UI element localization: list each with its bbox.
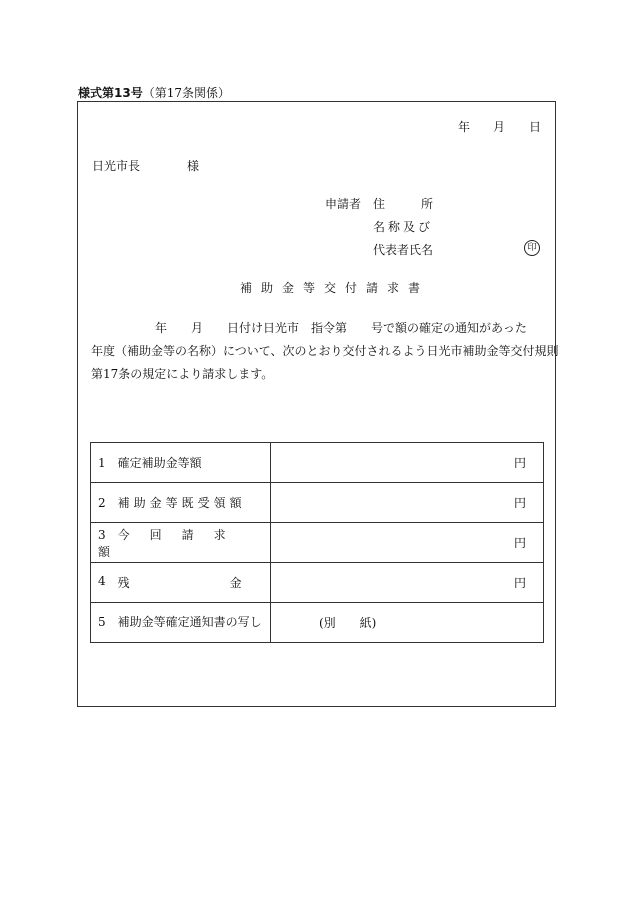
row-3-value[interactable]: 円 [271,523,544,563]
address-label-1: 住 [373,197,386,211]
form-number: 様式第13号 [78,86,143,100]
form-relation: （第17条関係） [142,86,230,100]
table-row [91,563,544,603]
table-row [91,443,544,483]
row-2-value[interactable]: 円 [271,483,544,523]
name-label-1: 名称及び [373,220,434,234]
table-row [91,603,544,643]
row-5-value[interactable]: (別 紙) [271,603,544,643]
row-1-value[interactable]: 円 [271,443,544,483]
addressee-name: 日光市長 [92,159,141,173]
row-4-value[interactable]: 円 [271,563,544,603]
date-year: 年 [458,120,471,134]
body-line-1: 年 月 日付け日光市 指令第 号で額の確定の通知があった [155,321,527,335]
applicant-label: 申請者 [325,197,362,211]
table-row [91,483,544,523]
addressee-honorific: 様 [187,159,200,173]
row-4-label: 4 残金 [91,563,271,603]
body-line-3: 第17条の規定により請求します。 [91,367,274,381]
amount-table [90,442,544,643]
table-row [91,523,544,563]
seal-mark: 印 [524,240,540,256]
name-label-2: 代表者氏名 [373,243,434,257]
body-line-2: 年度（補助金等の名称）について、次のとおり交付されるよう日光市補助金等交付規則 [91,344,559,358]
row-2-label: 2 補助金等既受領額 [91,483,271,523]
form-number-label [78,84,230,101]
row-3-label: 3 今回請求額 [91,523,271,563]
row-1-label: 1 確定補助金等額 [91,443,271,483]
address-label-2: 所 [421,197,434,211]
row-5-label: 5 補助金等確定通知書の写し [91,603,271,643]
document-title: 補助金等交付請求書 [240,281,430,295]
date-month: 月 [493,120,506,134]
date-day: 日 [529,120,542,134]
